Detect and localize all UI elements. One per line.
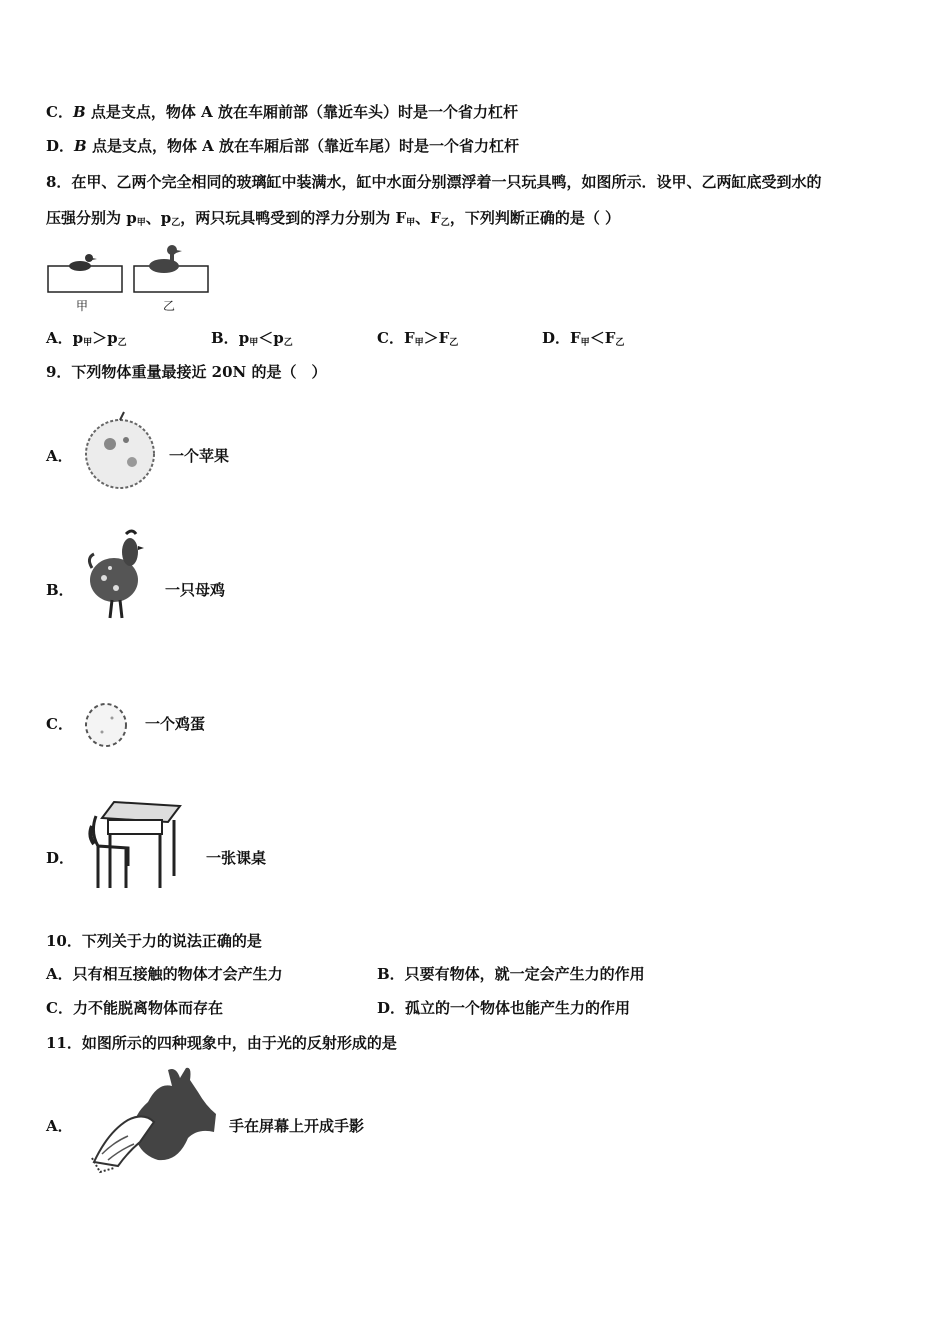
q10-option-b[interactable]: B．只要有物体，就一定会产生力的作用 (377, 965, 645, 983)
desk-icon (88, 796, 188, 894)
q9-option-d-caption: 一张课桌 (206, 849, 267, 867)
q8-question-line1: 8．在甲、乙两个完全相同的玻璃缸中装满水，缸中水面分别漂浮着一只玩具鸭，如图所示．设甲、乙两缸底受到水的 (46, 173, 822, 191)
q11-option-a-caption: 手在屏幕上开成手影 (229, 1117, 365, 1135)
q10-option-a[interactable]: A．只有相互接触的物体才会产生力 (46, 965, 283, 983)
q9-option-a-label[interactable]: A． (46, 447, 73, 465)
q8-option-c[interactable]: C．$F_甲>F_乙$ (377, 329, 459, 348)
q8-option-d[interactable]: D．$F_甲<F_乙$ (542, 329, 625, 348)
hen-icon (86, 528, 148, 624)
q10-question: 10．下列关于力的说法正确的是 (46, 932, 262, 950)
q8-question-line2: 压强分别为 $p_甲$、$p_乙$，两只玩具鸭受到的浮力分别为 $F_甲$、$F_乙$，下列判断正确的是（ ） (46, 209, 621, 228)
q11-option-a-label[interactable]: A． (46, 1117, 73, 1135)
q9-option-d-label[interactable]: D． (46, 849, 75, 867)
q9-option-c-label[interactable]: C． (46, 715, 73, 733)
hand-shadow-icon (88, 1062, 218, 1174)
q8-option-b[interactable]: B．$p_甲<p_乙$ (211, 329, 293, 348)
q7-option-c: C．B 点是支点，物体 A 放在车厢前部（靠近车头）时是一个省力杠杆 (46, 103, 518, 121)
q9-option-b-caption: 一只母鸡 (165, 581, 226, 599)
q8-option-a[interactable]: A．$p_甲>p_乙$ (46, 329, 127, 348)
egg-icon (82, 700, 132, 750)
duck-large-icon (149, 245, 182, 273)
fig-label-yi: 乙 (163, 299, 176, 313)
q9-option-c-caption: 一个鸡蛋 (145, 715, 206, 733)
q9-option-a-caption: 一个苹果 (169, 447, 230, 465)
q11-question: 11．如图所示的四种现象中，由于光的反射形成的是 (46, 1034, 397, 1052)
duck-small-icon (69, 254, 97, 271)
q9-question: 9．下列物体重量最接近 20N 的是（ ） (46, 363, 327, 381)
fig-label-jia: 甲 (76, 299, 89, 313)
q9-option-b-label[interactable]: B． (46, 581, 74, 599)
q8-tank-figure (46, 244, 212, 314)
apple-icon (82, 410, 158, 494)
q10-option-c[interactable]: C．力不能脱离物体而存在 (46, 999, 223, 1017)
q7-option-d: D．B 点是支点，物体 A 放在车厢后部（靠近车尾）时是一个省力杠杆 (46, 137, 520, 155)
q10-option-d[interactable]: D．孤立的一个物体也能产生力的作用 (377, 999, 631, 1017)
